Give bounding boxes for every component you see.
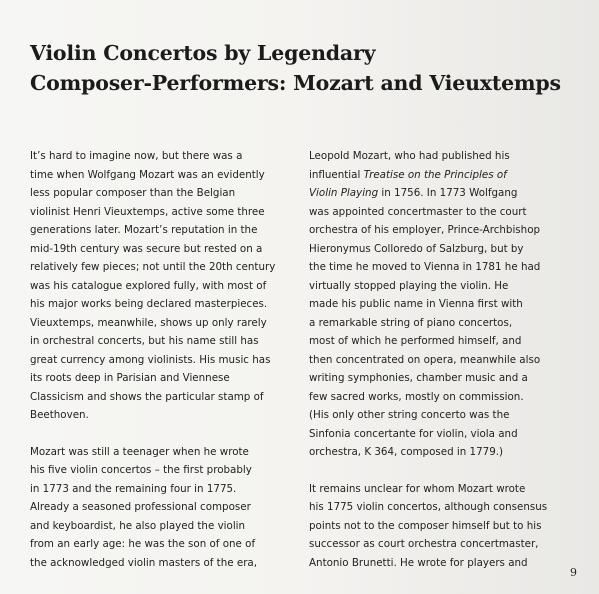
text-line: made his public name in Vienna first with <box>309 298 523 310</box>
text-line: great currency among violinists. His music has <box>30 353 271 366</box>
right-paragraph-2 <box>309 480 577 573</box>
text-line: the acknowledged violin masters of the era, <box>30 556 258 569</box>
text-line: Classicism and shows the particular stamp of <box>30 390 264 403</box>
title-line-2: Composer-Performers: Mozart and Vieuxtemps <box>30 71 561 95</box>
text-line: orchestra, K 364, composed in 1779.) <box>309 446 504 458</box>
text-line: in 1773 and the remaining four in 1775. <box>30 482 237 495</box>
text-line: its roots deep in Parisian and Viennese <box>30 372 230 384</box>
book-title-part-1: Treatise on the Principles of <box>363 168 507 181</box>
right-paragraph-1-rest <box>309 203 577 462</box>
left-paragraph-1 <box>30 147 298 425</box>
text-line: Already a seasoned professional composer <box>30 501 251 513</box>
text-line: Hieronymus Colloredo of Salzburg, but by <box>309 242 524 255</box>
text-line: violinist Henri Vieuxtemps, active some three <box>30 205 265 218</box>
text-line: writing symphonies, chamber music and a <box>309 372 528 384</box>
text-line: Mozart was still a teenager when he wrote <box>30 445 249 458</box>
text-line: in orchestral concerts, but his name still has <box>30 335 259 347</box>
text-line: and keyboardist, he also played the violin <box>30 519 246 532</box>
text-line: time when Wolfgang Mozart was an evidently <box>30 168 265 181</box>
text-line: less popular composer than the Belgian <box>30 187 236 199</box>
text-fragment: in 1756. In 1773 Wolfgang <box>378 187 518 199</box>
text-fragment: influential <box>309 168 364 181</box>
text-line: It remains unclear for whom Mozart wrote <box>309 482 526 495</box>
right-paragraph-1 <box>309 147 577 462</box>
text-line: the time he moved to Vienna in 1781 he had <box>309 261 541 273</box>
text-line: (His only other string concerto was the <box>309 409 510 421</box>
book-title-part-2: Violin Playing <box>309 187 379 199</box>
page-number: 9 <box>570 566 577 579</box>
text-line: was appointed concertmaster to the court <box>309 205 527 218</box>
text-line: was his catalogue explored fully, with most of <box>30 279 267 292</box>
text-line: Leopold Mozart, who had published his <box>309 150 510 162</box>
text-line: few sacred works, mostly on commission. <box>309 390 524 403</box>
text-line: Antonio Brunetti. He wrote for players and <box>309 556 528 569</box>
article-title <box>30 38 575 98</box>
text-line: It’s hard to imagine now, but there was a <box>30 150 243 162</box>
text-line: his major works being declared masterpieces. <box>30 298 268 310</box>
text-line <box>309 166 577 185</box>
right-column <box>309 147 577 590</box>
title-line-1: Violin Concertos by Legendary <box>30 41 376 65</box>
text-line: Vieuxtemps, meanwhile, shows up only rarely <box>30 316 267 329</box>
text-line: relatively few pieces; not until the 20th century <box>30 261 276 273</box>
text-line: Sinfonia concertante for violin, viola and <box>309 427 518 440</box>
text-line: most of which he performed himself, and <box>309 335 522 347</box>
left-column <box>30 147 298 590</box>
text-line: orchestra of his employer, Prince-Archbishop <box>309 224 541 236</box>
text-line: virtually stopped playing the violin. He <box>309 279 509 292</box>
text-line: from an early age: he was the son of one of <box>30 538 256 550</box>
left-paragraph-2 <box>30 443 298 573</box>
text-line <box>309 184 577 203</box>
text-line: generations later. Mozart’s reputation in the <box>30 224 258 236</box>
text-line: mid-19th century was secure but rested on a <box>30 242 263 255</box>
text-line: his 1775 violin concertos, although consensus <box>309 501 548 513</box>
text-line: then concentrated on opera, meanwhile also <box>309 353 541 366</box>
text-line: Beethoven. <box>30 409 89 421</box>
text-line: successor as court orchestra concertmaster, <box>309 538 539 550</box>
text-line: a remarkable string of piano concertos, <box>309 316 513 329</box>
text-line: his five violin concertos – the first probably <box>30 464 252 476</box>
text-line: points not to the composer himself but to his <box>309 519 542 532</box>
